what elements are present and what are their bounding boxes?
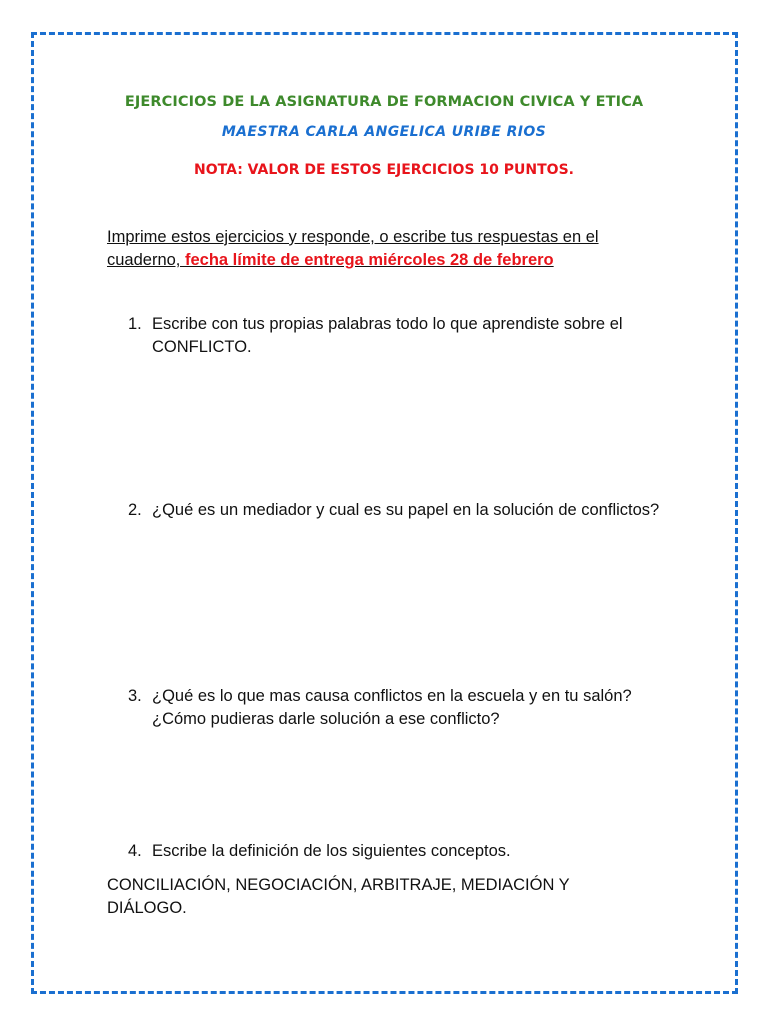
question-text: ¿Qué es un mediador y cual es su papel en la solución de conflictos?	[152, 501, 660, 519]
instructions-text: Imprime estos ejercicios y responde, o escribe tus respuestas en el cuaderno,	[107, 228, 599, 269]
points-note: NOTA: VALOR DE ESTOS EJERCICIOS 10 PUNTOS.	[194, 162, 574, 178]
question-2	[128, 499, 688, 522]
deadline-text: fecha límite de entrega miércoles 28 de febrero	[184, 251, 554, 269]
question-text: ¿Qué es lo que mas causa conflictos en la escuela y en tu salón? ¿Cómo pudieras darle solución a ese conflicto?	[152, 687, 632, 728]
concepts-list: CONCILIACIÓN, NEGOCIACIÓN, ARBITRAJE, MEDIACIÓN Y DIÁLOGO.	[107, 876, 570, 917]
teacher-name: MAESTRA CARLA ANGELICA URIBE RIOS	[221, 124, 547, 140]
question-number: 1.	[128, 315, 142, 333]
question-3	[128, 685, 688, 731]
subject-title: EJERCICIOS DE LA ASIGNATURA DE FORMACION CIVICA Y ETICA	[124, 94, 644, 110]
question-text: Escribe la definición de los siguientes conceptos.	[152, 842, 511, 860]
question-number: 3.	[128, 687, 142, 705]
instructions	[107, 226, 667, 272]
question-text: Escribe con tus propias palabras todo lo que aprendiste sobre el CONFLICTO.	[152, 315, 623, 356]
question-4	[128, 840, 688, 863]
question-number: 2.	[128, 501, 142, 519]
question-number: 4.	[128, 842, 142, 860]
question-1	[128, 313, 688, 359]
